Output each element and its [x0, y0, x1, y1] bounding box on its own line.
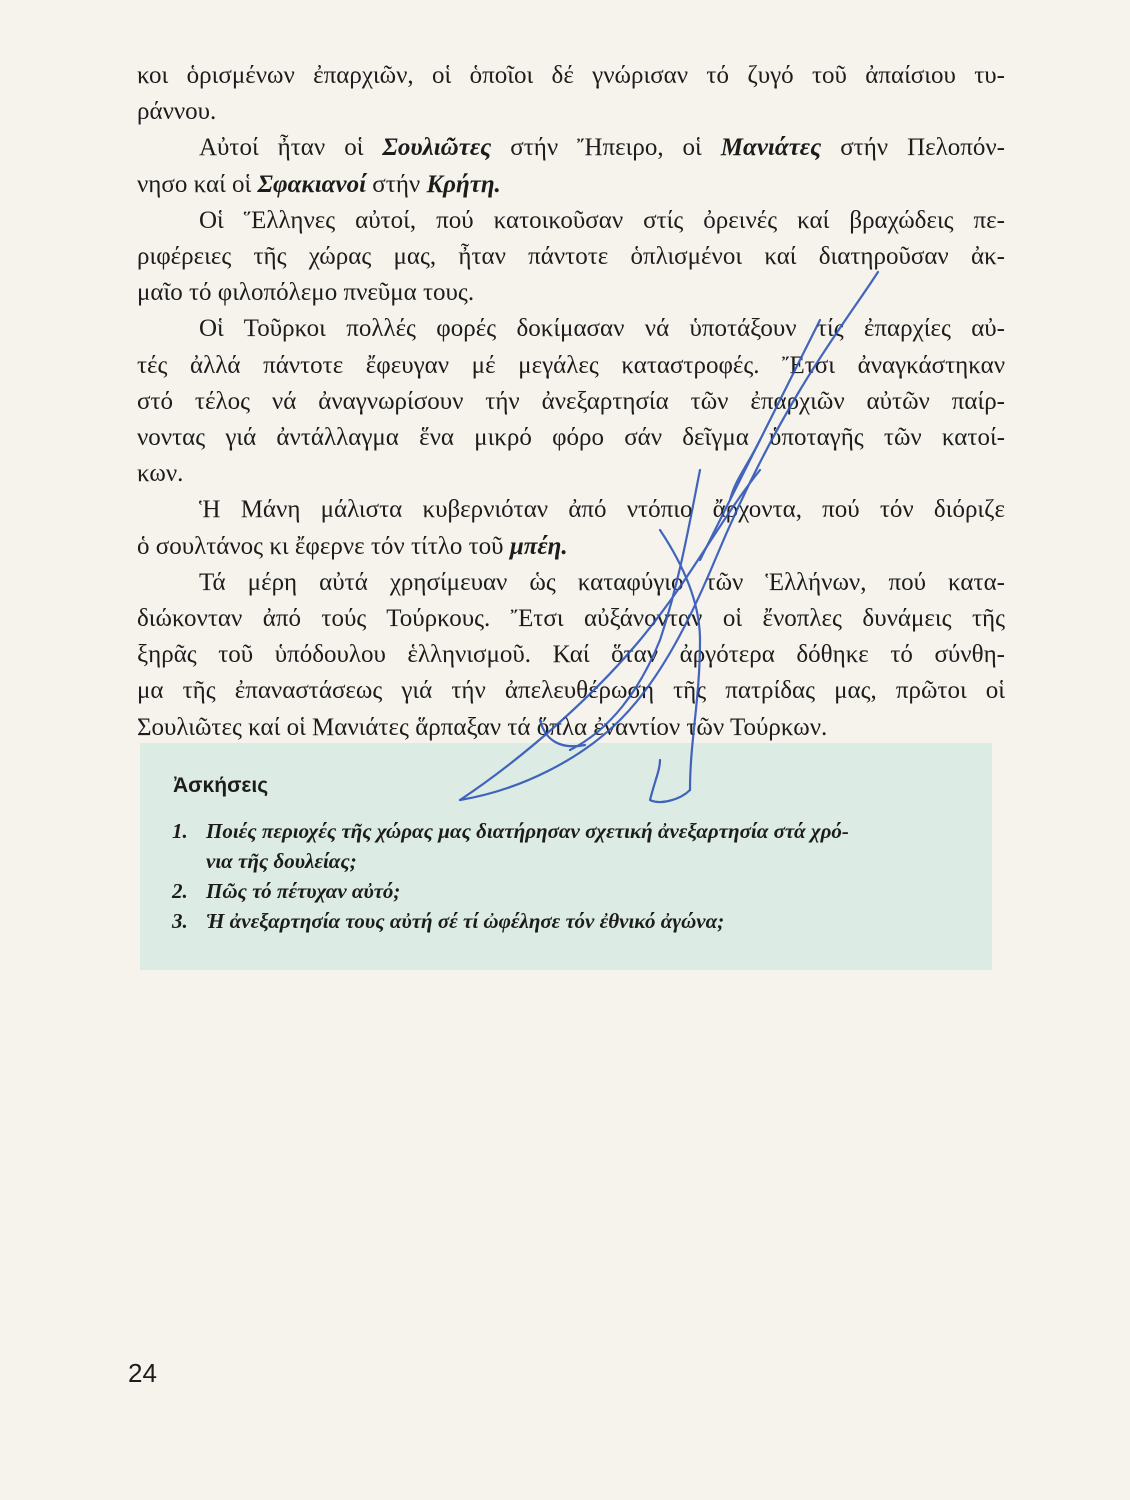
exercise-number: 1. — [172, 819, 188, 843]
text-line — [137, 529, 1005, 565]
text-line — [137, 58, 1005, 94]
text-line — [137, 601, 1005, 637]
exercises-title: Ἀσκήσεις — [173, 774, 269, 797]
text-segment: Οἱ Τοῦρκοι πολλές φορές δοκίμασαν νά ὑποτάξουν τίς ἐπαρχίες αὐ- — [199, 315, 1005, 343]
exercise-text: Ποιές περιοχές τῆς χώρας μας διατήρησαν σχετική ἀνεξαρτησία στά χρό- — [206, 819, 849, 843]
text-segment: Σουλιῶτες καί οἱ Μανιάτες ἅρπαξαν τά ὅπλα ἐναντίον τῶν Τούρκων. — [137, 713, 828, 741]
text-segment: Ἡ Μάνη μάλιστα κυβερνιόταν ἀπό ντόπιο ἄρχοντα, πού τόν διόριζε — [199, 496, 1005, 524]
text-segment: τές ἀλλά πάντοτε ἔφευγαν μέ μεγάλες καταστροφές. Ἔτσι ἀναγκάστηκαν — [137, 351, 1005, 379]
exercise-item — [172, 876, 962, 906]
exercise-number: 3. — [172, 909, 188, 933]
exercise-item — [172, 816, 962, 876]
exercises-list — [172, 816, 962, 936]
text-line — [137, 456, 1005, 492]
page-number: 24 — [128, 1358, 157, 1388]
text-segment: κοι ὁρισμένων ἐπαρχιῶν, οἱ ὁποῖοι δέ γνώρισαν τό ζυγό τοῦ ἀπαίσιου τυ- — [137, 62, 1005, 89]
emphasized-term: Σφακιανοί — [257, 170, 367, 198]
text-segment: μαῖο τό φιλοπόλεμο πνεῦμα τους. — [137, 279, 475, 307]
text-line — [137, 384, 1005, 420]
paragraph — [137, 492, 1005, 564]
text-line — [137, 637, 1005, 673]
text-line — [137, 710, 1005, 746]
exercise-text: Πῶς τό πέτυχαν αὐτό; — [206, 879, 401, 903]
text-line — [137, 275, 1005, 311]
exercise-text: Ἡ ἀνεξαρτησία τους αὐτή σέ τί ὠφέλησε τόν ἐθνικό ἀγώνα; — [206, 909, 725, 933]
text-line — [137, 311, 1005, 347]
text-line — [137, 167, 1005, 203]
text-segment: ράννου. — [137, 98, 217, 126]
text-segment: Οἱ Ἕλληνες αὐτοί, πού κατοικοῦσαν στίς ὀρεινές καί βραχώδεις πε- — [199, 206, 1005, 234]
emphasized-term: Κρήτη. — [426, 170, 501, 198]
emphasized-term: μπέη. — [509, 532, 568, 560]
text-segment: μα τῆς ἐπαναστάσεως γιά τήν ἀπελευθέρωση τῆς πατρίδας μας, πρῶτοι οἱ — [137, 677, 1005, 705]
text-line — [137, 492, 1005, 528]
text-line — [137, 420, 1005, 456]
text-segment: Τά μέρη αὐτά χρησίμευαν ὡς καταφύγιο τῶν Ἑλλήνων, πού κατα- — [199, 568, 1005, 596]
text-segment: νοντας γιά ἀντάλλαγμα ἕνα μικρό φόρο σάν δεῖγμα ὑποταγῆς τῶν κατοί- — [137, 424, 1005, 452]
text-segment: νησο καί οἱ — [137, 170, 258, 198]
text-line — [137, 565, 1005, 601]
exercise-item — [172, 906, 962, 936]
text-segment: στήν Ἤπειρο, οἱ — [491, 134, 721, 162]
text-line — [137, 130, 1005, 166]
paragraph — [137, 203, 1005, 312]
emphasized-term: Μανιάτες — [720, 134, 822, 162]
paragraph — [137, 58, 1005, 130]
exercise-number: 2. — [172, 879, 188, 903]
text-segment: ὁ σουλτάνος κι ἔφερνε τόν τίτλο τοῦ — [137, 532, 510, 560]
text-segment: στήν — [366, 170, 427, 198]
text-segment: κων. — [137, 460, 184, 488]
text-segment: ριφέρειες τῆς χώρας μας, ἦταν πάντοτε ὁπλισμένοι καί διατηροῦσαν ἀκ- — [137, 243, 1005, 271]
text-line — [137, 348, 1005, 384]
text-segment: Αὐτοί ἦταν οἱ — [199, 134, 383, 162]
text-line — [137, 239, 1005, 275]
paragraph — [137, 311, 1005, 492]
text-segment: στό τέλος νά ἀναγνωρίσουν τήν ἀνεξαρτησία τῶν ἐπαρχιῶν αὐτῶν παίρ- — [137, 387, 1005, 415]
text-line — [137, 673, 1005, 709]
paragraph — [137, 565, 1005, 746]
paragraph — [137, 130, 1005, 202]
text-segment: στήν Πελοπόν- — [821, 134, 1006, 162]
text-line — [137, 203, 1005, 239]
body-text — [137, 58, 1005, 746]
text-segment: ξηρᾶς τοῦ ὑπόδουλου ἑλληνισμοῦ. Καί ὅταν ἀργότερα δόθηκε τό σύνθη- — [137, 641, 1005, 669]
text-line — [137, 94, 1005, 130]
exercise-text-continued: νια τῆς δουλείας; — [206, 849, 357, 873]
text-segment: διώκονταν ἀπό τούς Τούρκους. Ἔτσι αὐξάνονταν οἱ ἔνοπλες δυνάμεις τῆς — [137, 605, 1005, 633]
emphasized-term: Σουλιῶτες — [382, 134, 492, 162]
